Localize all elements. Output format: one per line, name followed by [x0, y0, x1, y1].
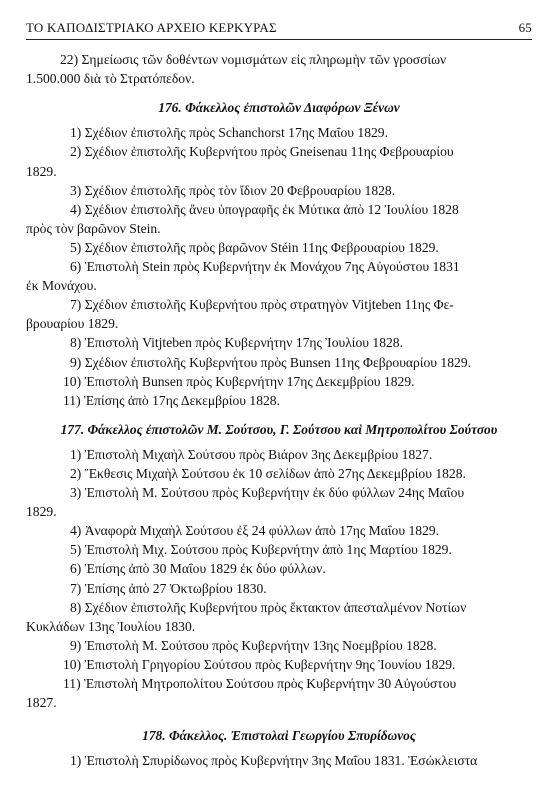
section-heading-176: 176. Φάκελλος ἐπιστολῶν Διαφόρων Ξένων: [158, 100, 400, 116]
page-number: 65: [518, 20, 532, 35]
section-177-list: [26, 445, 532, 712]
list-item-text: 3) Σχέδιον ἐπιστολῆς πρὸς τὸν ἴδιον 20 Φεβρουαρίου 1828.: [70, 182, 396, 198]
list-item: [26, 353, 532, 372]
list-item: [26, 142, 532, 161]
intro-line-1: 22) Σημείωσις τῶν δοθέντων νομισμάτων εἰς πληρωμὴν τῶν γροσσίων: [60, 52, 447, 68]
list-item-text: 11) Ἐπίσης ἀπὸ 17ης Δεκεμβρίου 1828.: [63, 392, 281, 408]
list-item: [26, 123, 532, 142]
list-item: [26, 636, 532, 655]
intro-line-2: 1.500.000 διὰ τὸ Στρατόπεδον.: [26, 71, 195, 87]
list-item: [26, 483, 532, 502]
list-item-text: 7) Ἐπίσης ἀπὸ 27 Ὀκτωβρίου 1830.: [70, 580, 267, 596]
running-title: ΤΟ ΚΑΠΟΔΙΣΤΡΙΑΚΟ ΑΡΧΕΙΟ ΚΕΡΚΥΡΑΣ: [26, 20, 277, 35]
section-176-list: [26, 123, 532, 409]
list-item-text: 9) Ἐπιστολὴ Μ. Σούτσου πρὸς Κυβερνήτην 13ης Νοεμβρίου 1828.: [70, 637, 437, 653]
running-header: [26, 18, 532, 40]
section-178-list: [26, 751, 532, 770]
list-item-text: 5) Σχέδιον ἐπιστολῆς πρὸς βαρῶνον Stéin 11ης Φεβρουαρίου 1829.: [70, 239, 439, 255]
list-item: [26, 445, 532, 464]
list-item-continuation: 1829.: [26, 163, 57, 179]
list-item-text: 2) Σχέδιον ἐπιστολῆς Κυβερνήτου πρὸς Gneisenau 11ης Φεβρουαρίου: [70, 144, 454, 160]
list-item: [26, 559, 532, 578]
list-item-text: 10) Ἐπιστολὴ Bunsen πρὸς Κυβερνήτην 17ης Δεκεμβρίου 1829.: [63, 373, 415, 389]
list-item: [26, 751, 532, 770]
list-item-text: 6) Ἐπιστολὴ Stein πρὸς Κυβερνήτην ἐκ Μονάχου 7ης Αὐγούστου 1831: [70, 259, 460, 275]
list-item: [26, 295, 532, 314]
list-item-text: 1) Ἐπιστολὴ Σπυρίδωνος πρὸς Κυβερνήτην 3ης Μαΐου 1831. Ἐσώκλειστα: [70, 753, 478, 769]
list-item-text: 11) Ἐπιστολὴ Μητροπολίτου Σούτσου πρὸς Κυβερνήτην 30 Αὐγούστου: [63, 676, 457, 691]
list-item-text: 2) Ἔκθεσις Μιχαὴλ Σούτσου ἐκ 10 σελίδων ἀπὸ 27ης Δεκεμβρίου 1828.: [70, 465, 466, 481]
list-item-text: 8) Σχέδιον ἐπιστολῆς Κυβερνήτου πρὸς ἔκτακτον ἀπεσταλμένον Νοτίων: [70, 599, 467, 615]
list-item: [26, 333, 532, 352]
list-item: [26, 674, 532, 693]
list-item: [26, 521, 532, 540]
list-item-continuation: πρὸς τὸν βαρῶνον Stein.: [26, 220, 161, 236]
list-item-text: 3) Ἐπιστολὴ Μ. Σούτσου πρὸς Κυβερνήτην ἐκ δύο φύλλων 24ης Μαΐου: [70, 485, 465, 501]
list-item: [26, 598, 532, 617]
list-item-text: 6) Ἐπίσης ἀπὸ 30 Μαΐου 1829 ἐκ δύο φύλλων.: [70, 561, 326, 577]
list-item: [26, 391, 532, 410]
list-item-text: 1) Ἐπιστολὴ Μιχαὴλ Σούτσου πρὸς Βιάρον 3ης Δεκεμβρίου 1827.: [70, 446, 433, 462]
list-item-text: 4) Σχέδιον ἐπιστολῆς ἄνευ ὑπογραφῆς ἐκ Μύτικα ἀπὸ 12 Ἰουλίου 1828: [70, 201, 459, 217]
list-item-text: 1) Σχέδιον ἐπιστολῆς πρὸς Schanchorst 17ης Μαΐου 1829.: [70, 125, 389, 141]
list-item-continuation: Κυκλάδων 13ης Ἰουλίου 1830.: [26, 618, 196, 634]
list-item: [26, 540, 532, 559]
section-heading-177: 177. Φάκελλος ἐπιστολῶν Μ. Σούτσου, Γ. Σούτσου καὶ Μητροπολίτου Σούτσου: [60, 421, 498, 437]
list-item-continuation: ἐκ Μονάχου.: [26, 278, 97, 294]
list-item-continuation: 1829.: [26, 504, 57, 520]
section-heading-178: 178. Φάκελλος. Ἐπιστολαὶ Γεωργίου Σπυρίδωνος: [142, 728, 416, 744]
list-item-text: 5) Ἐπιστολὴ Μιχ. Σούτσου πρὸς Κυβερνήτην ἀπὸ 1ης Μαρτίου 1829.: [70, 542, 452, 558]
list-item-text: 4) Ἀναφορὰ Μιχαὴλ Σούτσου ἐξ 24 φύλλων ἀπὸ 17ης Μαΐου 1829.: [70, 523, 440, 539]
list-item-text: 7) Σχέδιον ἐπιστολῆς Κυβερνήτου πρὸς στρατηγὸν Vitjteben 11ης Φε-: [70, 297, 454, 313]
list-item: [26, 579, 532, 598]
list-item: [26, 238, 532, 257]
list-item: [26, 200, 532, 219]
list-item: [26, 655, 532, 674]
list-item: [26, 181, 532, 200]
list-item-text: 8) Ἐπιστολὴ Vitjteben πρὸς Κυβερνήτην 17ης Ἰουλίου 1828.: [70, 335, 403, 351]
list-item: [26, 372, 532, 391]
list-item-continuation: 1827.: [26, 695, 57, 711]
list-item: [26, 257, 532, 276]
list-item-text: 10) Ἐπιστολὴ Γρηγορίου Σούτσου πρὸς Κυβερνήτην 9ης Ἰουνίου 1829.: [63, 656, 456, 672]
list-item-continuation: βρουαρίου 1829.: [26, 316, 119, 332]
list-item-text: 9) Σχέδιον ἐπιστολῆς Κυβερνήτου πρὸς Bunsen 11ης Φεβρουαρίου 1829.: [70, 354, 472, 370]
list-item: [26, 464, 532, 483]
